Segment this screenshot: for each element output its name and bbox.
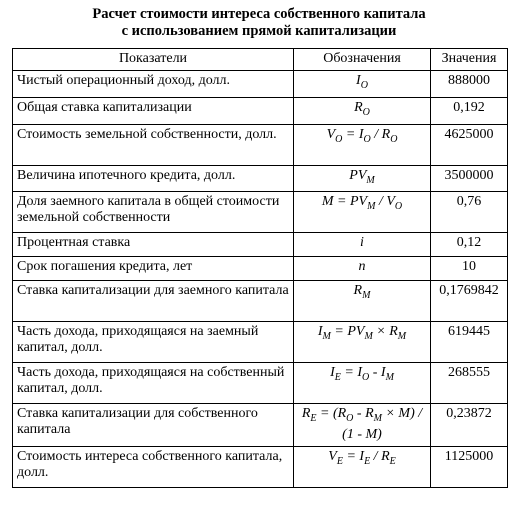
table-row — [13, 165, 508, 192]
table-row — [13, 257, 508, 281]
symbol-cell: $I_O$ — [294, 71, 431, 98]
indicator-cell: Чистый операционный доход, долл. — [13, 71, 294, 98]
indicator-cell: Часть дохода, приходящаяся на заемный капитал, долл. — [13, 322, 294, 363]
value-cell: 0,23872 — [431, 404, 508, 447]
indicator-cell: Доля заемного капитала в общей стоимости земельной собственности — [13, 192, 294, 233]
value-cell: 0,192 — [431, 97, 508, 124]
table-row — [13, 404, 508, 447]
table-row — [13, 281, 508, 322]
symbol-cell: $R_O$ — [294, 97, 431, 124]
table-row — [13, 124, 508, 165]
table-row — [13, 363, 508, 404]
table-row — [13, 192, 508, 233]
value-cell: 10 — [431, 257, 508, 281]
symbol-cell: $V_E = I_E / R_E$ — [294, 447, 431, 488]
indicator-cell: Стоимость земельной собственности, долл. — [13, 124, 294, 165]
value-cell: 619445 — [431, 322, 508, 363]
header-symbols: Обозначения — [294, 49, 431, 71]
value-cell: 1125000 — [431, 447, 508, 488]
indicator-cell: Ставка капитализации для заемного капитала — [13, 281, 294, 322]
symbol-cell: $I_M = PV_M \times R_M$ — [294, 322, 431, 363]
table-row — [13, 322, 508, 363]
symbol-cell: i — [294, 233, 431, 257]
table-row — [13, 97, 508, 124]
table-row — [13, 233, 508, 257]
indicator-cell: Часть дохода, приходящаяся на собственный капитал, долл. — [13, 363, 294, 404]
title-line-1: Расчет стоимости интереса собственного капитала — [92, 6, 426, 22]
symbol-cell: $R_E = (R_O - R_M \times M) / (1 - M)$ — [294, 404, 431, 447]
header-indicators: Показатели — [13, 49, 294, 71]
indicator-cell: Стоимость интереса собственного капитала, долл. — [13, 447, 294, 488]
symbol-cell: $M = PV_M / V_O$ — [294, 192, 431, 233]
indicator-cell: Процентная ставка — [13, 233, 294, 257]
symbol-cell: $R_M$ — [294, 281, 431, 322]
symbol-cell: $V_O = I_O / R_O$ — [294, 124, 431, 165]
table-row — [13, 447, 508, 488]
document-title — [0, 6, 518, 40]
value-cell: 268555 — [431, 363, 508, 404]
table-header-row — [13, 49, 508, 71]
value-cell: 4625000 — [431, 124, 508, 165]
calculation-table — [12, 48, 508, 488]
symbol-cell: n — [294, 257, 431, 281]
indicator-cell: Общая ставка капитализации — [13, 97, 294, 124]
value-cell: 0,12 — [431, 233, 508, 257]
indicator-cell: Срок погашения кредита, лет — [13, 257, 294, 281]
value-cell: 0,76 — [431, 192, 508, 233]
symbol-cell: $PV_M$ — [294, 165, 431, 192]
indicator-cell: Величина ипотечного кредита, долл. — [13, 165, 294, 192]
value-cell: 3500000 — [431, 165, 508, 192]
header-values: Значения — [431, 49, 508, 71]
value-cell: 888000 — [431, 71, 508, 98]
table-row — [13, 71, 508, 98]
value-cell: 0,1769842 — [431, 281, 508, 322]
symbol-cell: $I_E = I_O - I_M$ — [294, 363, 431, 404]
title-line-2: с использованием прямой капитализации — [121, 23, 397, 39]
indicator-cell: Ставка капитализации для собственного капитала — [13, 404, 294, 447]
